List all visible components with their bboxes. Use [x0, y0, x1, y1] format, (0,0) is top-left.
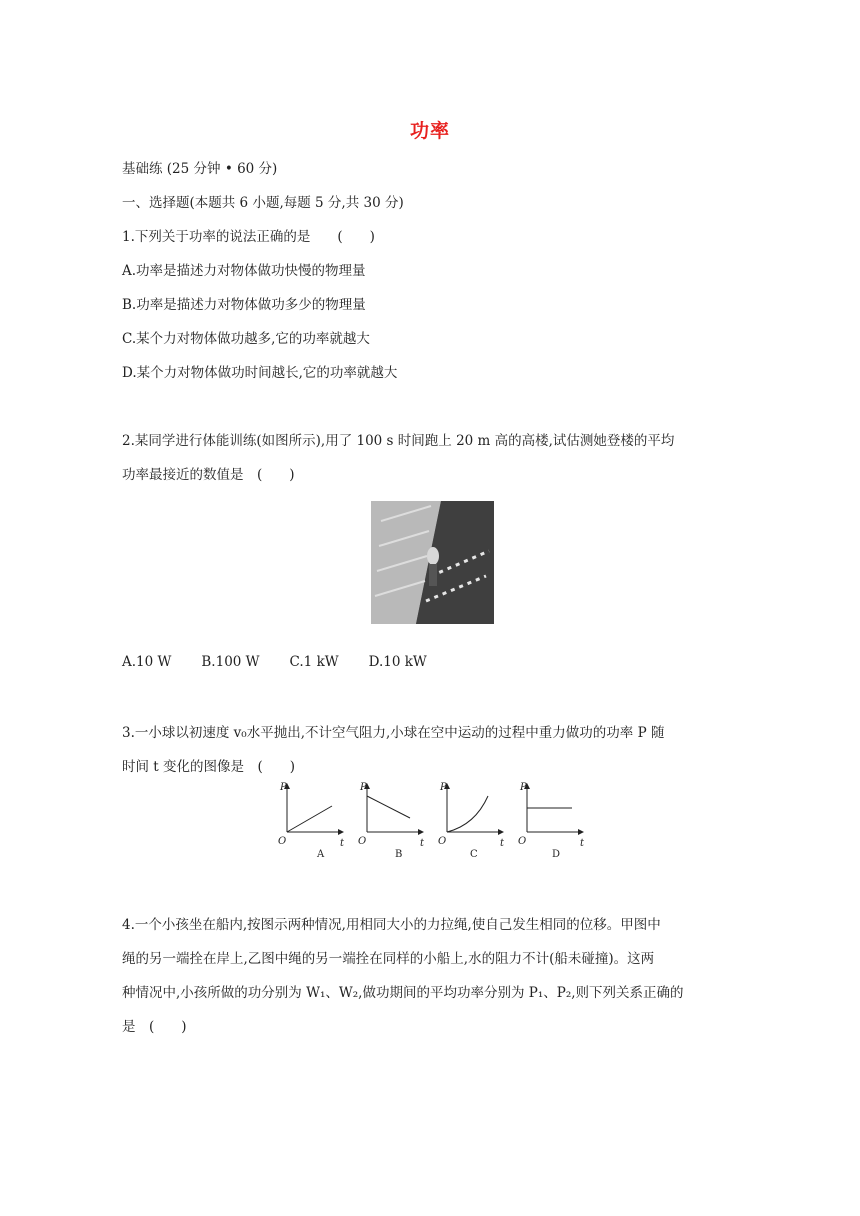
stairs-photo [371, 501, 494, 624]
q3-graph-c-label: C [470, 849, 478, 860]
q4-stem-line1: 4.一个小孩坐在船内,按图示两种情况,用相同大小的力拉绳,使自己发生相同的位移。甲图中 [122, 917, 661, 933]
q2-option-a: A.10 W [122, 654, 172, 670]
q3-graph-d-axis-y: P [520, 782, 527, 793]
q1-option-a: A.功率是描述力对物体做功快慢的物理量 [122, 263, 366, 279]
q3-graph-c-axis-x: t [500, 838, 505, 849]
q3-graph-c-axis-y: P [440, 782, 447, 793]
q1-option-b: B.功率是描述力对物体做功多少的物理量 [122, 297, 366, 313]
q3-graph-c-origin: O [438, 836, 447, 847]
q3-graph-b-label: B [395, 849, 403, 860]
q3-graph-a-axis-x: t [340, 838, 345, 849]
page-title: 功率 [409, 120, 450, 142]
q3-stem-line1: 3.一小球以初速度 v₀水平抛出,不计空气阻力,小球在空中运动的过程中重力做功的功率 P 随 [122, 725, 665, 741]
q4-stem-line2: 绳的另一端拴在岸上,乙图中绳的另一端拴在同样的小船上,水的阻力不计(船未碰撞)。这两 [122, 951, 655, 967]
q2-stem-line2: 功率最接近的数值是 ( ) [122, 467, 295, 483]
part1-header: 一、选择题(本题共 6 小题,每题 5 分,共 30 分) [122, 195, 404, 211]
q2-options [122, 654, 427, 670]
q3-stem-line2: 时间 t 变化的图像是 ( ) [122, 759, 296, 775]
q4-stem-line3: 种情况中,小孩所做的功分别为 W₁、W₂,做功期间的平均功率分别为 P₁、P₂,则下列关系正确的 [122, 985, 684, 1001]
q3-graph-d [518, 782, 585, 860]
q3-graph-a-axis-y: P [280, 782, 287, 793]
q1-option-d: D.某个力对物体做功时间越长,它的功率就越大 [122, 365, 398, 381]
q3-graph-b-origin: O [358, 836, 367, 847]
q3-graph-d-label: D [552, 849, 561, 860]
section-header: 基础练 (25 分钟 • 60 分) [122, 161, 278, 177]
q2-stem-line1: 2.某同学进行体能训练(如图所示),用了 100 s 时间跑上 20 m 高的高楼,试估测她登楼的平均 [122, 433, 675, 449]
q1-stem: 1.下列关于功率的说法正确的是 ( ) [122, 229, 375, 245]
q2-option-d: D.10 kW [368, 654, 427, 670]
q2-option-b: B.100 W [201, 654, 260, 670]
q3-graph-a [278, 782, 345, 860]
q1-option-c: C.某个力对物体做功越多,它的功率就越大 [122, 331, 370, 347]
q3-graph-d-origin: O [518, 836, 527, 847]
q3-graphs [270, 780, 590, 865]
q3-graph-c [438, 782, 505, 860]
q3-graph-a-origin: O [278, 836, 287, 847]
q3-graph-a-label: A [317, 849, 325, 860]
q3-graph-b-axis-x: t [420, 838, 425, 849]
q3-graph-b [358, 782, 425, 860]
q3-graph-b-axis-y: P [360, 782, 367, 793]
q4-stem-line4: 是 ( ) [122, 1019, 187, 1035]
q3-graph-d-axis-x: t [580, 838, 585, 849]
q2-option-c: C.1 kW [289, 654, 339, 670]
